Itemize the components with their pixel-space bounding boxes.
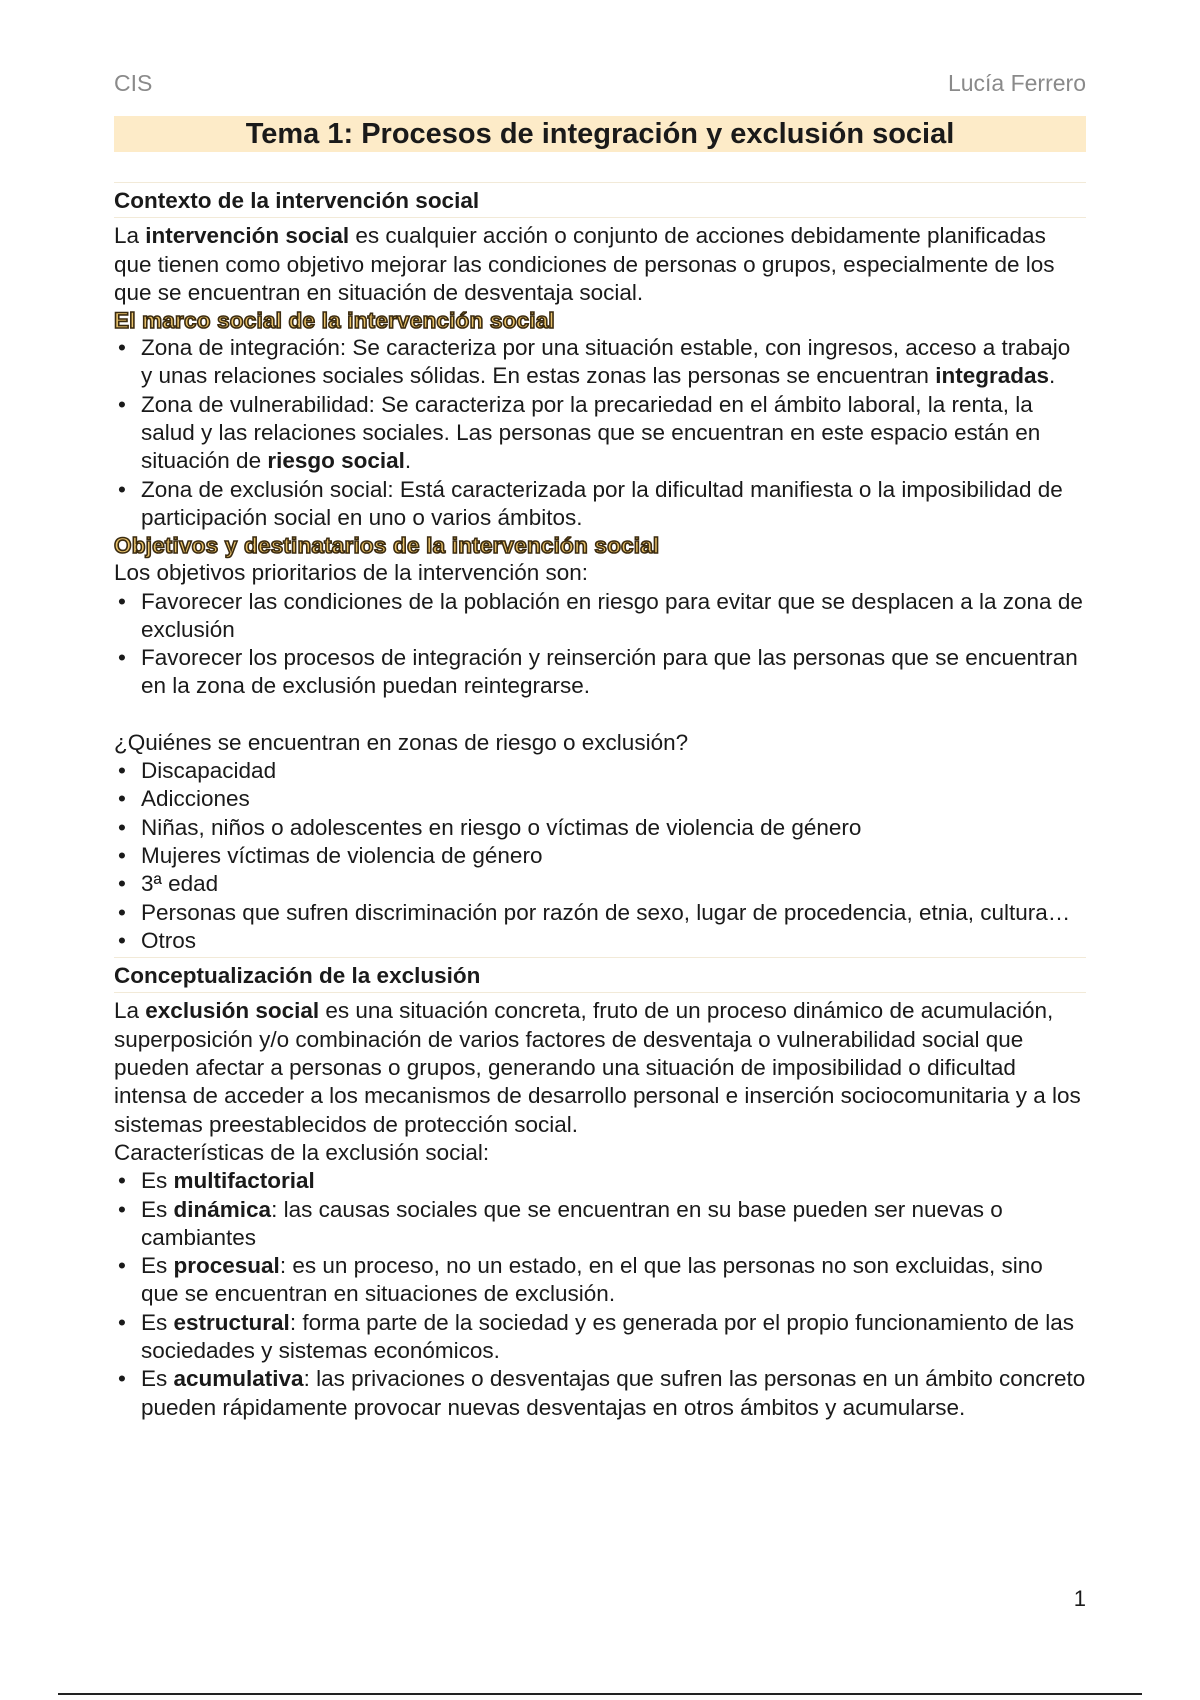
list-item: • Discapacidad	[114, 757, 1086, 785]
list-item: • Zona de integración: Se caracteriza por una situación estable, con ingresos, acceso a trabajo y unas relaciones sociales sólidas. En estas zonas las personas se encuentran integradas.	[114, 334, 1086, 391]
list-item: • Niñas, niños o adolescentes en riesgo o víctimas de violencia de género	[114, 814, 1086, 842]
list-item: • Es procesual: es un proceso, no un estado, en el que las personas no son excluidas, sino que se encuentran en situaciones de exclusión.	[114, 1252, 1086, 1309]
list-item: • Favorecer los procesos de integración y reinserción para que las personas que se encuentran en la zona de exclusión puedan reintegrarse.	[114, 644, 1086, 701]
who-list	[114, 757, 1086, 955]
list-item: • Otros	[114, 927, 1086, 955]
header-author: Lucía Ferrero	[947, 70, 1086, 96]
list-item: • Personas que sufren discriminación por razón de sexo, lugar de procedencia, etnia, cultura…	[114, 899, 1086, 927]
list-item: • Zona de exclusión social: Está caracterizada por la dificultad manifiesta o la imposibilidad de participación social en uno o varios ámbitos.	[114, 476, 1086, 533]
page-number: 1	[1073, 1586, 1086, 1611]
list-item: • 3ª edad	[114, 870, 1086, 898]
header-subject: CIS	[114, 70, 153, 96]
section-heading-exclusion: Conceptualización de la exclusión	[114, 957, 1086, 993]
section-heading-context: Contexto de la intervención social	[114, 182, 1086, 218]
intervention-definition: La intervención social es cualquier acción o conjunto de acciones debidamente planificadas que tienen como objetivo mejorar las condiciones de personas o grupos, especialmente de los que se encuentran en situación de desventaja social.	[114, 223, 1055, 305]
objectives-list	[114, 588, 1086, 701]
page-title: Tema 1: Procesos de integración y exclusión social	[114, 116, 1086, 152]
list-item: • Zona de vulnerabilidad: Se caracteriza por la precariedad en el ámbito laboral, la renta, la salud y las relaciones sociales. Las personas que se encuentran en este espacio están en situación de riesgo social.	[114, 391, 1086, 476]
list-item: • Es dinámica: las causas sociales que se encuentran en su base pueden ser nuevas o cambiantes	[114, 1196, 1086, 1253]
who-question: ¿Quiénes se encuentran en zonas de riesgo o exclusión?	[114, 729, 689, 755]
characteristics-list	[114, 1167, 1086, 1422]
page-bottom-divider	[58, 1693, 1142, 1695]
list-item: • Favorecer las condiciones de la población en riesgo para evitar que se desplacen a la zona de exclusión	[114, 588, 1086, 645]
objectives-intro: Los objetivos prioritarios de la intervención son:	[114, 560, 589, 586]
list-item: • Adicciones	[114, 785, 1086, 813]
characteristics-intro: Características de la exclusión social:	[114, 1139, 490, 1165]
zones-list	[114, 334, 1086, 532]
document-body	[114, 180, 1086, 1422]
list-item: • Es multifactorial	[114, 1167, 1086, 1195]
exclusion-definition: La exclusión social es una situación concreta, fruto de un proceso dinámico de acumulación, superposición y/o combinación de varios factores de desventaja o vulnerabilidad social que pueden afectar a personas o grupos, generando una situación de imposibilidad o dificultad intensa de acceder a los mecanismos de desarrollo personal e inserción sociocomunitaria y a los sistemas preestablecidos de protección social.	[114, 998, 1081, 1137]
list-item: • Es acumulativa: las privaciones o desventajas que sufren las personas en un ámbito concreto pueden rápidamente provocar nuevas desventajas en otros ámbitos y acumularse.	[114, 1365, 1086, 1422]
list-item: • Mujeres víctimas de violencia de género	[114, 842, 1086, 870]
subheading-social-framework: El marco social de la intervención social	[114, 308, 555, 334]
page-header	[114, 70, 1086, 97]
subheading-objectives: Objetivos y destinatarios de la intervención social	[114, 533, 660, 559]
list-item: • Es estructural: forma parte de la sociedad y es generada por el propio funcionamiento de las sociedades y sistemas económicos.	[114, 1309, 1086, 1366]
